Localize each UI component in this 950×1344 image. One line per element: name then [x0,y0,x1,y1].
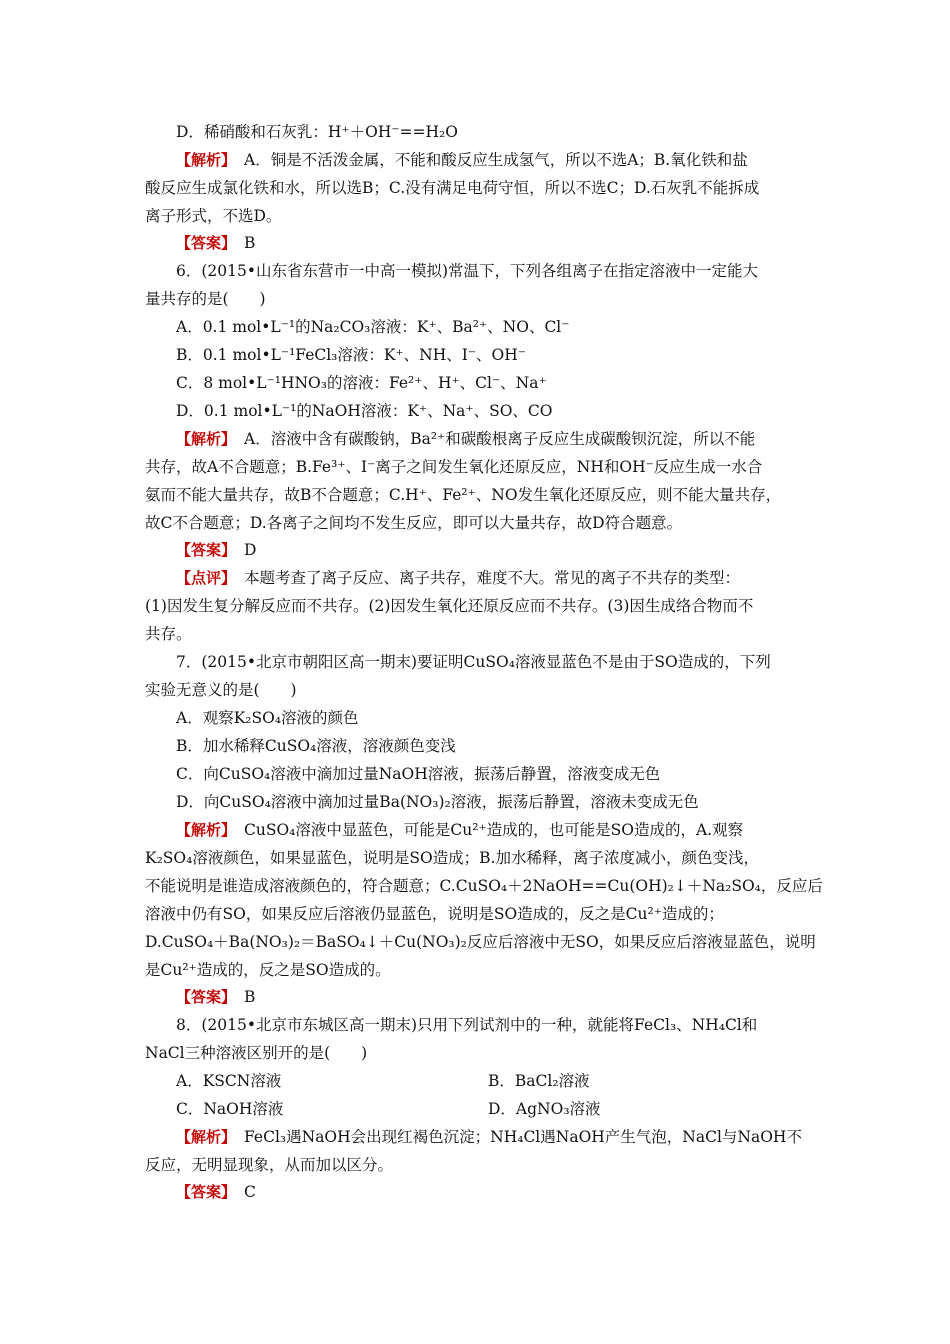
line-text: 8．(2015•北京市东城区高一期末)只用下列试剂中的一种，就能将FeCl₃、NH₄Cl和 [176,1016,758,1034]
line-text: B．0.1 mol•L⁻¹FeCl₃溶液：K⁺、NH、I⁻、OH⁻ [176,346,526,364]
section-tag: 【点评】 [176,569,229,587]
text-line [176,261,851,281]
section-tag: 【解析】 [176,1128,229,1146]
line-text: A．溶液中含有碳酸钠，Ba²⁺和碳酸根离子反应生成碳酸钡沉淀，所以不能 [228,430,756,448]
line-text: A．KSCN溶液 [176,1072,282,1090]
text-line [145,904,820,924]
text-line [145,1155,820,1175]
text-line [145,485,820,505]
line-text: D．AgNO₃溶液 [488,1100,601,1118]
text-line [145,513,820,533]
text-line [145,624,820,644]
line-text: 量共存的是( ) [145,290,266,308]
text-line [176,736,851,756]
line-text: 6．(2015•山东省东营市一中高一模拟)常温下，下列各组离子在指定溶液中一定能大 [176,262,759,280]
line-text: (1)因发生复分解反应而不共存。(2)因发生氧化还原反应而不共存。(3)因生成络合物而不 [145,597,754,615]
text-line [176,1015,851,1035]
line-text: 共存，故A不合题意；B.Fe³⁺、I⁻离子之间发生氧化还原反应，NH和OH⁻反应生成一水合 [145,458,763,476]
text-line [488,1071,950,1091]
text-line [176,345,851,365]
text-line [176,987,851,1007]
text-line [176,764,851,784]
line-text: 共存。 [145,625,192,643]
line-text: C [228,1183,256,1201]
line-text: 溶液中仍有SO，如果反应后溶液仍显蓝色，说明是SO造成的，反之是Cu²⁺造成的； [145,905,724,923]
text-line [145,680,820,700]
line-text: C．8 mol•L⁻¹HNO₃的溶液：Fe²⁺、H⁺、Cl⁻、Na⁺ [176,374,547,392]
line-text: FeCl₃遇NaOH会出现红褐色沉淀；NH₄Cl遇NaOH产生气泡，NaCl与NaOH不 [228,1128,802,1146]
line-text: B．加水稀释CuSO₄溶液，溶液颜色变浅 [176,737,456,755]
text-line [176,540,851,560]
section-tag: 【解析】 [176,821,229,839]
line-text: A．0.1 mol•L⁻¹的Na₂CO₃溶液：K⁺、Ba²⁺、NO、Cl⁻ [176,318,570,336]
text-line [145,848,820,868]
line-text: A．铜是不活泼金属，不能和酸反应生成氢气，所以不选A；B.氧化铁和盐 [228,151,748,169]
text-line [176,652,851,672]
text-line [145,596,820,616]
line-text: 7．(2015•北京市朝阳区高一期末)要证明CuSO₄溶液显蓝色不是由于SO造成的，下列 [176,653,771,671]
line-text: D．0.1 mol•L⁻¹的NaOH溶液：K⁺、Na⁺、SO、CO [176,402,553,420]
text-line [176,708,851,728]
section-tag: 【答案】 [176,988,229,1006]
text-line [176,150,851,170]
line-text: D．稀硝酸和石灰乳：H⁺＋OH⁻==H₂O [176,123,458,141]
text-line [145,876,823,896]
line-text: B．BaCl₂溶液 [488,1072,590,1090]
text-line [145,960,820,980]
section-tag: 【答案】 [176,234,229,252]
section-tag: 【解析】 [176,151,229,169]
text-line [176,792,851,812]
text-line [176,233,851,253]
text-line [488,1099,950,1119]
text-line [176,1127,851,1147]
section-tag: 【答案】 [176,541,229,559]
line-text: CuSO₄溶液中显蓝色，可能是Cu²⁺造成的，也可能是SO造成的，A.观察 [228,821,744,839]
line-text: 反应，无明显现象，从而加以区分。 [145,1156,394,1174]
text-line [176,429,851,449]
section-tag: 【解析】 [176,430,229,448]
line-text: B [228,234,256,252]
line-text: 不能说明是谁造成溶液颜色的，符合题意；C.CuSO₄＋2NaOH==Cu(OH)₂↓＋Na₂SO₄，反应后 [145,877,823,895]
line-text: 氨而不能大量共存，故B不合题意；C.H⁺、Fe²⁺、NO发生氧化还原反应，则不能大量共存， [145,486,782,504]
line-text: NaCl三种溶液区别开的是( ) [145,1044,368,1062]
line-text: C．向CuSO₄溶液中滴加过量NaOH溶液，振荡后静置，溶液变成无色 [176,765,661,783]
line-text: A．观察K₂SO₄溶液的颜色 [176,709,359,727]
line-text: 实验无意义的是( ) [145,681,297,699]
line-text: 酸反应生成氯化铁和水，所以选B；C.没有满足电荷守恒，所以不选C；D.石灰乳不能拆成 [145,179,760,197]
text-line [176,373,851,393]
line-text: 离子形式，不选D。 [145,207,282,225]
line-text: 故C不合题意；D.各离子之间均不发生反应，即可以大量共存，故D符合题意。 [145,514,683,532]
line-text: 是Cu²⁺造成的，反之是SO造成的。 [145,961,391,979]
line-text: D．向CuSO₄溶液中滴加过量Ba(NO₃)₂溶液，振荡后静置，溶液未变成无色 [176,793,699,811]
text-line [176,122,851,142]
text-line [145,1043,820,1063]
line-text: K₂SO₄溶液颜色，如果显蓝色，说明是SO造成；B.加水稀释，离子浓度减小，颜色变浅， [145,849,759,867]
line-text: 本题考查了离子反应、离子共存，难度不大。常见的离子不共存的类型： [228,569,741,587]
line-text: C．NaOH溶液 [176,1100,284,1118]
text-line [176,401,851,421]
text-line [145,932,820,952]
text-line [145,178,820,198]
text-line [145,457,820,477]
text-line [145,289,820,309]
text-line [176,568,851,588]
line-text: D.CuSO₄＋Ba(NO₃)₂＝BaSO₄↓＋Cu(NO₃)₂反应后溶液中无SO，如果反应后溶液显蓝色，说明 [145,933,816,951]
text-line [145,206,820,226]
text-line [176,317,851,337]
line-text: B [228,988,256,1006]
text-line [176,820,851,840]
text-line [176,1182,851,1202]
line-text: D [228,541,257,559]
section-tag: 【答案】 [176,1183,229,1201]
